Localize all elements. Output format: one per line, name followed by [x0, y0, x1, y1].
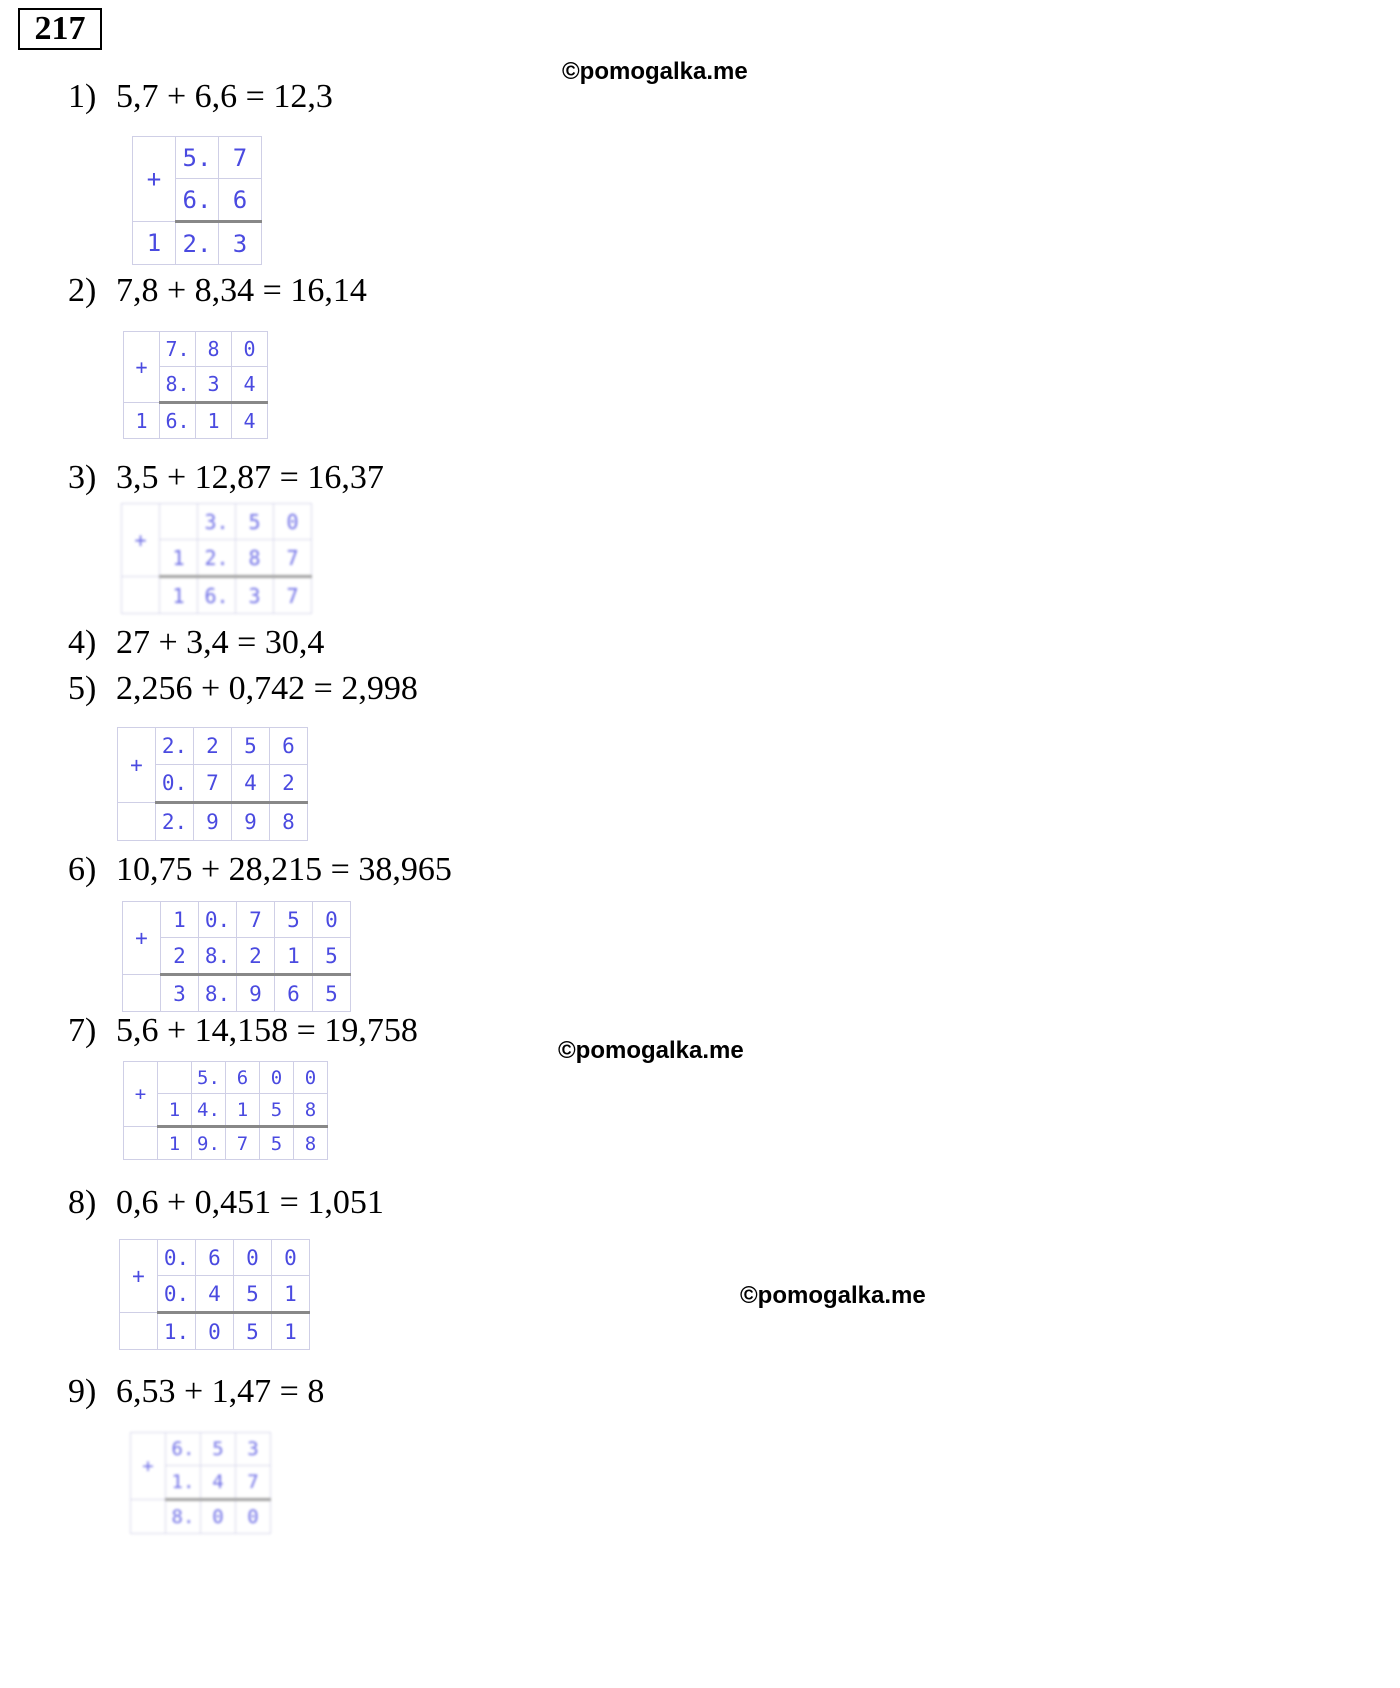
grid-digit: 8: [270, 803, 308, 841]
grid-digit: 4: [232, 403, 268, 439]
grid-digit: 5.: [192, 1062, 226, 1094]
grid-digit: [118, 803, 156, 841]
column-addition-grid: [130, 1432, 271, 1534]
grid-digit: 5: [234, 1313, 272, 1350]
grid-digit: 0: [313, 902, 351, 938]
plus-sign: +: [133, 137, 176, 222]
grid-digit: 2: [237, 938, 275, 975]
grid-digit: 8.: [166, 1500, 201, 1534]
grid-digit: 2.: [156, 803, 194, 841]
grid-digit: 1: [275, 938, 313, 975]
grid-digit: 8.: [199, 938, 237, 975]
grid-digit: 4: [232, 367, 268, 403]
grid-digit: 2.: [176, 222, 219, 265]
grid-digit: 5: [275, 902, 313, 938]
grid-digit: 4: [201, 1466, 236, 1500]
grid-digit: 1: [133, 222, 176, 265]
grid-digit: 6: [275, 975, 313, 1012]
plus-sign: +: [131, 1433, 166, 1500]
grid-digit: 9: [194, 803, 232, 841]
column-addition-grid: [123, 331, 268, 439]
problem-2: [68, 272, 367, 310]
grid-digit: 6: [219, 179, 262, 222]
grid-digit: 3: [161, 975, 199, 1012]
grid-digit: 6.: [198, 577, 236, 614]
grid-digit: 0: [196, 1313, 234, 1350]
plus-sign: +: [124, 332, 160, 403]
grid-digit: 7: [274, 577, 312, 614]
grid-digit: 6: [226, 1062, 260, 1094]
grid-digit: 2.: [198, 540, 236, 577]
grid-digit: 7: [226, 1127, 260, 1160]
grid-digit: 9.: [192, 1127, 226, 1160]
grid-digit: 7: [219, 137, 262, 179]
column-addition-grid: [117, 727, 308, 841]
grid-digit: 1.: [158, 1313, 196, 1350]
grid-digit: 4.: [192, 1094, 226, 1127]
problem-number: 5): [68, 670, 97, 707]
plus-sign: +: [123, 902, 161, 975]
problem-number: 8): [68, 1184, 97, 1221]
grid-digit: [131, 1500, 166, 1534]
grid-digit: 0.: [158, 1276, 196, 1313]
grid-digit: 1: [272, 1313, 310, 1350]
equation-text: 6,53 + 1,47 = 8: [116, 1373, 325, 1410]
problem-7: [68, 1012, 418, 1050]
grid-digit: 8: [196, 332, 232, 367]
grid-digit: 0: [236, 1500, 271, 1534]
grid-digit: 3: [236, 1433, 271, 1466]
plus-sign: +: [118, 728, 156, 803]
equation-text: 5,7 + 6,6 = 12,3: [116, 78, 333, 115]
watermark: ©pomogalka.me: [558, 1037, 744, 1064]
grid-digit: [160, 504, 198, 540]
grid-digit: 0: [260, 1062, 294, 1094]
grid-digit: 6: [196, 1240, 234, 1276]
grid-digit: 5: [234, 1276, 272, 1313]
grid-digit: [123, 975, 161, 1012]
grid-digit: 1: [196, 403, 232, 439]
grid-digit: 4: [196, 1276, 234, 1313]
grid-digit: 1: [161, 902, 199, 938]
grid-digit: 5: [260, 1094, 294, 1127]
grid-digit: 6.: [166, 1433, 201, 1466]
grid-digit: 7.: [160, 332, 196, 367]
grid-digit: 1: [158, 1127, 192, 1160]
grid-digit: 0: [232, 332, 268, 367]
grid-digit: 0: [234, 1240, 272, 1276]
exercise-number: 217: [18, 8, 102, 50]
grid-digit: 2.: [156, 728, 194, 765]
equation-text: 10,75 + 28,215 = 38,965: [116, 851, 452, 888]
equation-text: 0,6 + 0,451 = 1,051: [116, 1184, 384, 1221]
grid-digit: 2: [270, 765, 308, 803]
problem-1: [68, 78, 333, 116]
problem-number: 9): [68, 1373, 97, 1410]
grid-digit: 7: [236, 1466, 271, 1500]
grid-digit: [120, 1313, 158, 1350]
grid-digit: 1: [272, 1276, 310, 1313]
equation-text: 2,256 + 0,742 = 2,998: [116, 670, 418, 707]
grid-digit: 8: [294, 1094, 328, 1127]
grid-digit: 8: [236, 540, 274, 577]
grid-digit: 5: [232, 728, 270, 765]
grid-digit: 8: [294, 1127, 328, 1160]
grid-digit: 7: [194, 765, 232, 803]
problem-number: 3): [68, 459, 97, 496]
equation-text: 5,6 + 14,158 = 19,758: [116, 1012, 418, 1049]
grid-digit: 5: [236, 504, 274, 540]
grid-digit: 2: [161, 938, 199, 975]
equation-text: 3,5 + 12,87 = 16,37: [116, 459, 384, 496]
grid-digit: [158, 1062, 192, 1094]
grid-digit: 1: [124, 403, 160, 439]
grid-digit: 0: [201, 1500, 236, 1534]
grid-digit: 1.: [166, 1466, 201, 1500]
grid-digit: [124, 1127, 158, 1160]
column-addition-grid: [121, 503, 312, 614]
column-addition-grid: [122, 901, 351, 1012]
grid-digit: 1: [226, 1094, 260, 1127]
problem-5: [68, 670, 418, 708]
grid-digit: 1: [160, 540, 198, 577]
plus-sign: +: [122, 504, 160, 577]
grid-digit: 5: [201, 1433, 236, 1466]
plus-sign: +: [124, 1062, 158, 1127]
grid-digit: 1: [158, 1094, 192, 1127]
grid-digit: [122, 577, 160, 614]
grid-digit: 3: [196, 367, 232, 403]
grid-digit: 2: [194, 728, 232, 765]
problem-9: [68, 1373, 324, 1411]
problem-number: 6): [68, 851, 97, 888]
grid-digit: 3.: [198, 504, 236, 540]
column-addition-grid: [132, 136, 262, 265]
problem-number: 1): [68, 78, 97, 115]
grid-digit: 7: [274, 540, 312, 577]
problem-4: [68, 624, 324, 662]
problem-number: 4): [68, 624, 97, 661]
grid-digit: 0: [272, 1240, 310, 1276]
grid-digit: 7: [237, 902, 275, 938]
grid-digit: 0.: [199, 902, 237, 938]
problem-6: [68, 851, 452, 889]
grid-digit: 6.: [176, 179, 219, 222]
grid-digit: 8.: [199, 975, 237, 1012]
grid-digit: 5: [313, 938, 351, 975]
grid-digit: 5.: [176, 137, 219, 179]
grid-digit: 3: [219, 222, 262, 265]
equation-text: 7,8 + 8,34 = 16,14: [116, 272, 367, 309]
grid-digit: 0: [294, 1062, 328, 1094]
grid-digit: 5: [313, 975, 351, 1012]
watermark: ©pomogalka.me: [562, 58, 748, 85]
problem-number: 7): [68, 1012, 97, 1049]
grid-digit: 9: [237, 975, 275, 1012]
grid-digit: 0.: [158, 1240, 196, 1276]
equation-text: 27 + 3,4 = 30,4: [116, 624, 325, 661]
grid-digit: 8.: [160, 367, 196, 403]
problem-number: 2): [68, 272, 97, 309]
grid-digit: 0: [274, 504, 312, 540]
grid-digit: 6.: [160, 403, 196, 439]
grid-digit: 9: [232, 803, 270, 841]
plus-sign: +: [120, 1240, 158, 1313]
column-addition-grid: [119, 1239, 310, 1350]
problem-8: [68, 1184, 384, 1222]
column-addition-grid: [123, 1061, 328, 1160]
watermark: ©pomogalka.me: [740, 1282, 926, 1309]
grid-digit: 4: [232, 765, 270, 803]
grid-digit: 1: [160, 577, 198, 614]
grid-digit: 6: [270, 728, 308, 765]
grid-digit: 3: [236, 577, 274, 614]
problem-3: [68, 459, 384, 497]
grid-digit: 0.: [156, 765, 194, 803]
grid-digit: 5: [260, 1127, 294, 1160]
